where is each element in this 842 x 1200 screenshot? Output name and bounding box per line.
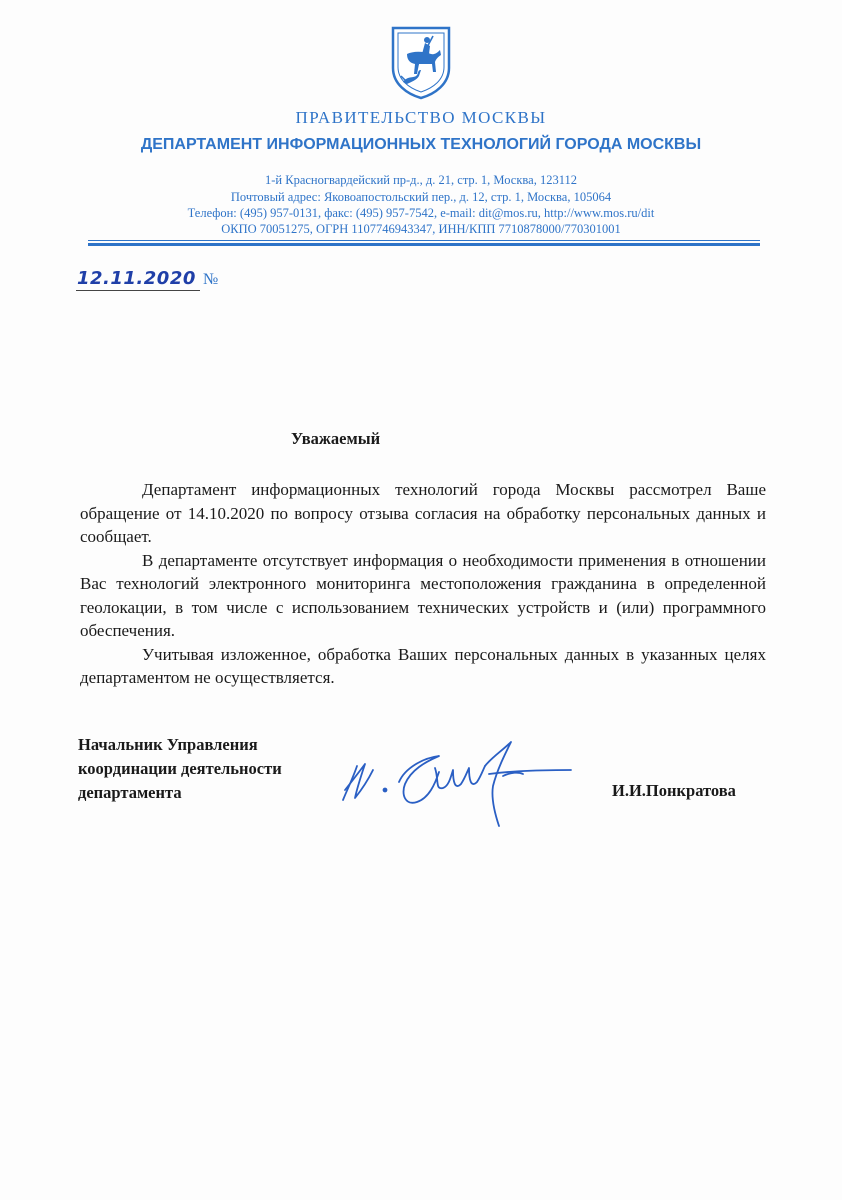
department-title: ДЕПАРТАМЕНТ ИНФОРМАЦИОННЫХ ТЕХНОЛОГИЙ ГОРОДА МОСКВЫ [140,136,702,153]
address-line: 1-й Красногвардейский пр-д., д. 21, стр. 1, Москва, 123112 [265,173,577,187]
postal-address-line: Почтовый адрес: Яковоапостольский пер., д. 12, стр. 1, Москва, 105064 [230,190,612,204]
number-label: № [203,271,219,288]
signatory-title-line: координации деятельности [78,759,282,778]
salutation: Уважаемый [291,429,381,448]
signatory-name: И.И.Понкратова [612,781,736,800]
registry-codes-line: ОКПО 70051275, ОГРН 1107746943347, ИНН/КПП 7710878000/770301001 [221,222,621,236]
contacts-line: Телефон: (495) 957-0131, факс: (495) 957-7542, e-mail: dit@mos.ru, http://www.mos.ru/dit [187,206,655,220]
signatory-title-line: Начальник Управления [78,735,258,754]
government-title: ПРАВИТЕЛЬСТВО МОСКВЫ [295,108,547,127]
signatory-title [78,733,282,805]
handwritten-signature [335,728,575,833]
paragraph: Учитывая изложенное, обработка Ваших персональных данных в указанных целях департаментом не осуществляется. [80,644,766,687]
header-divider-thick [88,243,760,246]
paragraph: В департаменте отсутствует информация о необходимости применения в отношении Вас технологий электронного мониторинга местоположения гражданина в определенной геолокации, в том числе с использованием технических устройств и (или) программного обеспечения. [80,550,766,640]
header-divider-thin [88,240,760,241]
date-underline [76,290,200,291]
handwritten-date: 12.11.2020 [77,268,196,289]
paragraph: Департамент информационных технологий города Москвы рассмотрел Ваше обращение от 14.10.2020 по вопросу отзыва согласия на обработку персональных данных и сообщает. [80,480,766,546]
moscow-coat-of-arms-icon [389,24,453,100]
signatory-title-line: департамента [78,783,182,802]
letter-body [80,478,766,690]
